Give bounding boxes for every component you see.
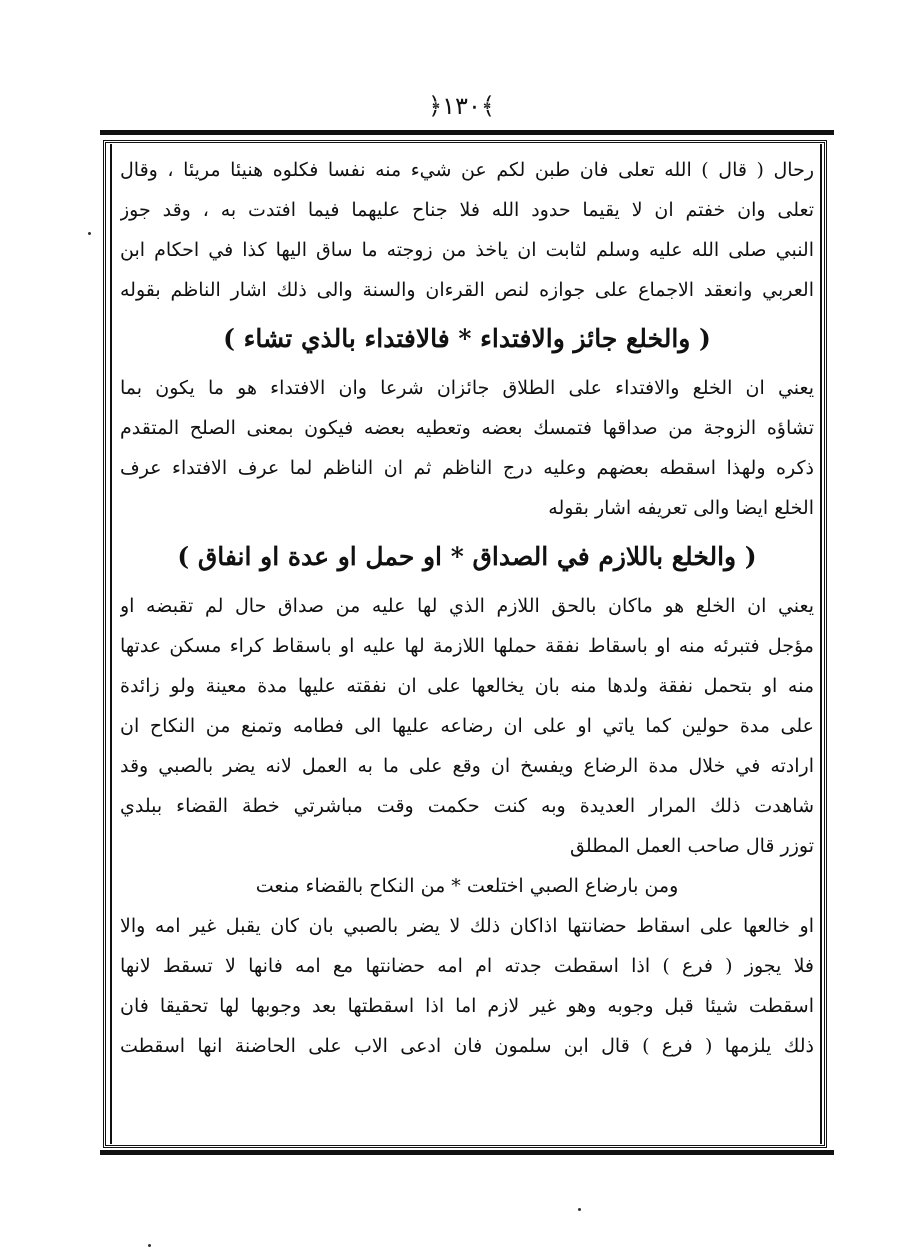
scan-speck	[148, 1244, 151, 1247]
text-line: توزر قال صاحب العمل المطلق	[570, 835, 814, 857]
text-line: الخلع ايضا والى تعريفه اشار بقوله	[548, 497, 814, 519]
text-line: العربي وانعقد الاجماع على جوازه لنص القرءان والسنة والى ذلك اشار الناظم بقوله	[120, 279, 814, 301]
text-line: يعني ان الخلع والافتداء على الطلاق جائزان شرعا وان الافتداء هو ما يكون بما	[120, 377, 814, 399]
quoted-verse-line: ومن بارضاع الصبي اختلعت * من النكاح بالقضاء منعت	[255, 875, 679, 897]
text-line: او خالعها على اسقاط حضانتها اذاكان ذلك لا يضر بالصبي بان كان يقبل غير امه والا	[120, 915, 814, 937]
text-line: ذلك يلزمها ( فرع ) قال ابن سلمون فان ادعى الاب على الحاضنة انها اسقطت	[120, 1035, 814, 1057]
text-line: على مدة حولين كما ياتي او على ان رضاعه عليها الى فطامه وتمنع من النكاح ان	[120, 715, 814, 737]
bottom-rule	[100, 1150, 834, 1155]
text-line: شاهدت ذلك المرار العديدة وبه كنت حكمت وقت مباشرتي خطة القضاء ببلدي	[120, 795, 814, 817]
text-line: يعني ان الخلع هو ماكان بالحق اللازم الذي لها عليه من صداق حال لم تقبضه او	[120, 595, 814, 617]
text-line: تعلى وان خفتم ان لا يقيما حدود الله فلا جناح عليهما فيما افتدت به ، وقد جوز	[120, 199, 814, 221]
text-line: ارادته في خلال مدة الرضاع ويفسخ ان وقع على ما به العمل لانه يضر بالصبي وقد	[120, 755, 814, 777]
text-line: رحال ( قال ) الله تعلى فان طبن لكم عن شيء منه نفسا فكلوه هنيئا مريئا ، وقال	[120, 159, 814, 181]
text-line: تشاؤه الزوجة من صداقها فتمسك بعضه وتعطيه بعضه فيكون بمعنى الصلح المتقدم	[120, 417, 814, 439]
text-line: فلا يجوز ( فرع ) اذا اسقطت جدته ام امه حضانتها مع امه فانها لا تسقط لانها	[120, 955, 814, 977]
text-line: اسقطت شيئا قبل وجوبه وهو غير لازم اما اذا اسقطتها بعد وجوبها لها تحقيقا فان	[120, 995, 814, 1017]
scan-speck	[88, 232, 91, 235]
text-line: النبي صلى الله عليه وسلم لثابت ان ياخذ من زوجته ما ساق اليها كذا في احكام ابن	[120, 239, 814, 261]
top-rule	[100, 130, 834, 135]
verse-line: ( والخلع باللازم في الصداق * او حمل او عدة او انفاق )	[177, 542, 757, 571]
page-number: ﴿١٣٠﴾	[428, 92, 495, 120]
text-line: ذكره ولهذا اسقطه بعضهم وعليه درج الناظم ثم ان الناظم لما عرف الافتداء عرف	[120, 457, 814, 479]
text-body	[120, 150, 814, 1066]
text-line: مؤجل فتبرئه منه او باسقاط نفقة حملها اللازمة لها عليه او باسقاط كراء مسكن عدتها	[120, 635, 814, 657]
text-line: منه او بتحمل نفقة ولدها منه بان يخالعها على ان نفقته عليها مدة معينة ولو زائدة	[120, 675, 814, 697]
scan-speck	[578, 1208, 581, 1211]
verse-line: ( والخلع جائز والافتداء * فالافتداء بالذي تشاء )	[223, 324, 711, 353]
